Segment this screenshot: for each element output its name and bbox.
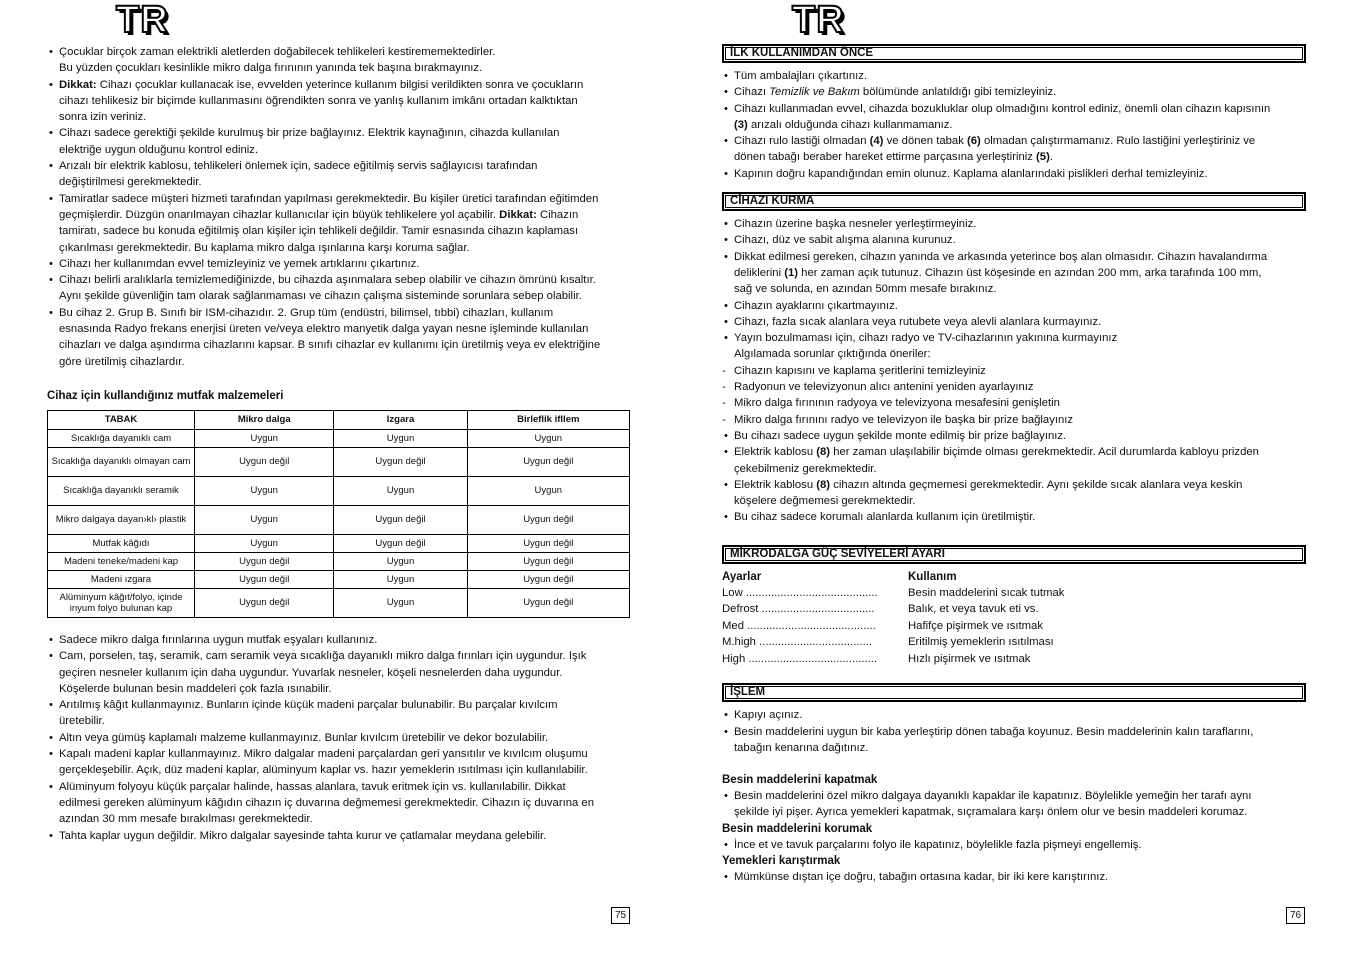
covering-food-title: Besin maddelerini kapatmak xyxy=(722,774,878,787)
protecting-food-title: Besin maddelerini korumak xyxy=(722,822,873,835)
safety-item: • Çocuklar birçok zaman elektrikli aletlerden doğabilecek tehlikeleri kestirememektedirler. Bu yüzden çocukları kesinlikle mikro dalga fırınının yanında tek başına bırakmayınız. xyxy=(47,44,630,77)
table-row xyxy=(48,570,630,588)
power-level-row xyxy=(722,601,1306,618)
protecting-food-item: • İnce et ve tavuk parçalarını folyo ile kapatınız, böylelikle fazla pişmeyi engellemiş. xyxy=(722,837,1306,853)
installation-item: Algılamada sorunlar çıktığında öneriler: xyxy=(734,348,931,361)
suitability-cell: Uygun xyxy=(334,476,467,505)
safety-item: • Cihazı belirli aralıklarla temizlemediğinizde, bu cihazda aşınmalara sebep olabilir ve cihazın ömrünü kısaltır. Aynı şekilde güvenliğin tam olarak sağlanmaması ve cihazın çalışma sisteminde sorunlara sebep olabilir. xyxy=(47,272,630,305)
installation-item: • Cihazın ayaklarını çıkartmayınız. xyxy=(722,298,1306,314)
suitability-cell: Uygun xyxy=(334,570,467,588)
power-level-usage: Besin maddelerini sıcak tutmak xyxy=(908,586,1065,599)
stirring-food-item: • Mümkünse dıştan içe doğru, tabağın ortasına kadar, bir iki kere karıştırınız. xyxy=(722,869,1306,885)
power-level-name: High ......................................... xyxy=(722,652,878,665)
installation-item: • Cihazı, fazla sıcak alanlara veya rutubete veya alevli alanlara kurmayınız. xyxy=(722,314,1306,330)
cookware-tip-item: • Sadece mikro dalga fırınlarına uygun mutfak eşyaları kullanınız. xyxy=(47,632,630,648)
suitability-cell: Uygun değil xyxy=(195,552,334,570)
installation-item: • Bu cihaz sadece korumalı alanlarda kullanım için üretilmiştir. xyxy=(722,509,1306,525)
installation-item: • Elektrik kablosu (8) her zaman ulaşılabilir biçimde olması gerekmektedir. Acil durumlarda kabloyu prizden çekebilmeniz gerekmektedir. xyxy=(722,444,1306,477)
power-level-row xyxy=(722,651,1306,668)
col-header: Izgara xyxy=(334,410,467,429)
power-level-name: Med ......................................... xyxy=(722,619,876,632)
installation-item: • Bu cihazı sadece uygun şekilde monte edilmiş bir prize bağlayınız. xyxy=(722,428,1306,444)
language-heading: TR xyxy=(116,0,169,41)
suitability-cell: Uygun xyxy=(334,552,467,570)
suitability-cell: Uygun xyxy=(467,476,629,505)
before-use-item: • Cihazı kullanmadan evvel, cihazda bozukluklar olup olmadığını kontrol ediniz, önemli olan cihazın kapısının (3) arızalı olduğunda cihazı kullanmamanız. xyxy=(722,101,1306,134)
section-title-power-levels: MİKRODALGA GÜÇ SEVİYELERİ AYARI xyxy=(722,545,1306,564)
cookware-name-cell: Mutfak kâğıdı xyxy=(48,534,195,552)
installation-item: - Cihazın kapısını ve kaplama şeritlerini temizleyiniz xyxy=(722,363,1306,379)
suitability-cell: Uygun değil xyxy=(467,552,629,570)
table-row xyxy=(48,476,630,505)
safety-item: • Cihazı her kullanımdan evvel temizleyiniz ve yemek artıklarını çıkartınız. xyxy=(47,256,630,272)
page-number: 76 xyxy=(1286,907,1305,924)
suitability-cell: Uygun değil xyxy=(334,534,467,552)
before-use-item: • Cihazı rulo lastiği olmadan (4) ve dönen tabak (6) olmadan çalıştırmamanız. Rulo lastiğini yerleştiriniz ve dönen tabağı beraber hareket ettirme parçasına yerleştiriniz (5). xyxy=(722,133,1306,166)
power-level-row xyxy=(722,585,1306,602)
covering-food-item: • Besin maddelerini özel mikro dalgaya dayanıklı kapaklar ile kapatınız. Böylelikle yemeğin her tarafı aynı şekilde iyi pişer. Ayrıca yemekleri kapatmak, sıçramalara karşı önlem olur ve besin maddeleri korumaz. xyxy=(722,788,1306,821)
table-row xyxy=(48,588,630,617)
safety-item: • Arızalı bir elektrik kablosu, tehlikeleri önlemek için, sadece eğitilmiş servis sağlayıcısı tarafından değiştirilmesi gerekmektedir. xyxy=(47,158,630,191)
cookware-tip-item: • Alüminyum folyoyu küçük parçalar halinde, hassas alanlara, tavuk eritmek için vs. kullanılabilir. Dikkat edilmesi gereken alüminyum kâğıdın cihazın iç duvarına değmemesi gerekmektedir. Cihazın iç duvarına en azından 30 mm mesafe bırakılması gerekmektedir. xyxy=(47,779,630,828)
left-content xyxy=(47,44,630,844)
cookware-table-title: Cihaz için kullandığınız mutfak malzemeleri xyxy=(47,389,284,402)
section-title-installation: CİHAZI KURMA xyxy=(722,192,1306,211)
power-level-usage: Hafifçe pişirmek ve ısıtmak xyxy=(908,619,1043,632)
power-level-usage: Hızlı pişirmek ve ısıtmak xyxy=(908,652,1031,665)
suitability-cell: Uygun xyxy=(195,476,334,505)
cookware-tip-item: • Arıtılmış kâğıt kullanmayınız. Bunların içinde küçük madeni parçalar bulunabilir. Bu parçalar kıvılcım üretebilir. xyxy=(47,697,630,730)
suitability-cell: Uygun xyxy=(334,429,467,447)
suitability-cell: Uygun değil xyxy=(195,588,334,617)
cookware-name-cell: Madeni ızgara xyxy=(48,570,195,588)
power-level-name: Defrost .................................... xyxy=(722,603,875,616)
suitability-cell: Uygun değil xyxy=(195,447,334,476)
power-table-header xyxy=(722,569,1306,585)
operation-list xyxy=(722,707,1306,756)
right-content xyxy=(722,44,1306,885)
installation-item: • Cihazın üzerine başka nesneler yerleştirmeyiniz. xyxy=(722,216,1306,232)
suitability-cell: Uygun xyxy=(195,534,334,552)
suitability-cell: Uygun xyxy=(195,505,334,534)
power-level-row xyxy=(722,634,1306,651)
power-col-usage: Kullanım xyxy=(908,570,957,583)
col-header: TABAK xyxy=(48,410,195,429)
col-header: Mikro dalga xyxy=(195,410,334,429)
power-level-name: Low .......................................... xyxy=(722,586,878,599)
installation-item: • Elektrik kablosu (8) cihazın altında geçmemesi gerekmektedir. Aynı şekilde sıcak alanlara veya keskin köşelere değmemesi gerekmektedir. xyxy=(722,477,1306,510)
suitability-cell: Uygun xyxy=(334,588,467,617)
col-header: Birleflik ifllem xyxy=(467,410,629,429)
suitability-cell: Uygun değil xyxy=(467,505,629,534)
table-row xyxy=(48,429,630,447)
cookware-name-cell: Madeni teneke/madeni kap xyxy=(48,552,195,570)
power-level-name: M.high .................................... xyxy=(722,636,873,649)
table-row xyxy=(48,447,630,476)
suitability-cell: Uygun değil xyxy=(334,447,467,476)
table-header-row xyxy=(48,410,630,429)
before-use-item: • Kapının doğru kapandığından emin olunuz. Kaplama alanlarındaki pislikleri derhal temizleyiniz. xyxy=(722,166,1306,182)
installation-item: • Cihazı, düz ve sabit alışma alanına kurunuz. xyxy=(722,232,1306,248)
language-heading: TR xyxy=(792,0,845,41)
installation-item: - Mikro dalga fırınının radyoya ve televizyona mesafesini genişletin xyxy=(722,395,1306,411)
safety-item: • Dikkat: Cihazı çocuklar kullanacak ise, evvelden yeterince kullanım bilgisi verildikten sonra ve çocukların cihazı tehlikesiz bir biçimde kullanmasını öğrendikten sonra ve yanlış kullanım imkânı ortadan kalktıktan sonra izin veriniz. xyxy=(47,77,630,126)
safety-item: • Bu cihaz 2. Grup B. Sınıfı bir ISM-cihazıdır. 2. Grup tüm (endüstri, bilimsel, tıbbi) cihazları, kullanım esnasında Radyo frekans enerjisi üreten ve/veya elektro manyetik dalga yayan nesne işleminde kullanılan cihazları ve dalga aşındırma cihazlarını kapsar. B sınıfı cihazlar ev kullanımı için üretilmiş veya ev elektriğine göre üretilmiş cihazlardır. xyxy=(47,305,630,370)
cookware-name-cell: Mikro dalgaya dayan›kl› plastik xyxy=(48,505,195,534)
installation-item: • Dikkat edilmesi gereken, cihazın yanında ve arkasında yeterince boş alan olmasıdır. Cihazın havalandırma deliklerini (1) her zaman açık tutunuz. Cihazın üst köşesinde en azından 200 mm, arka tarafında 100 mm, sağ ve solunda, en azından 50mm mesafe bırakınız. xyxy=(722,249,1306,298)
suitability-cell: Uygun değil xyxy=(467,570,629,588)
installation-list xyxy=(722,216,1306,526)
cookware-name-cell: Sıcaklığa dayanıklı seramik xyxy=(48,476,195,505)
cookware-table xyxy=(47,410,630,618)
suitability-cell: Uygun değil xyxy=(195,570,334,588)
section-title-operation: İŞLEM xyxy=(722,683,1306,702)
power-level-usage: Eritilmiş yemeklerin ısıtılması xyxy=(908,636,1054,649)
power-col-settings: Ayarlar xyxy=(722,570,762,583)
safety-item: • Tamiratlar sadece müşteri hizmeti tarafından yapılması gerekmektedir. Bu kişiler üretici tarafından eğitimden geçmişlerdir. Düzgün onarılmayan cihazlar kullanıcılar için büyük tehlikelere yol açabilir. Dikkat: Cihazın tamiratı, sadece bu konuda eğitilmiş olan kişiler için tehlikeli değildir. Tamir esnasında cihazın kaplaması çıkarılması gerekmektedir. Bu kaplama mikro dalga ışınlarına karşı koruma sağlar. xyxy=(47,191,630,256)
right-page xyxy=(676,0,1351,954)
cookware-tip-item: • Tahta kaplar uygun değildir. Mikro dalgalar sayesinde tahta kurur ve çatlamalar meydana gelebilir. xyxy=(47,828,630,844)
power-table xyxy=(722,585,1306,668)
suitability-cell: Uygun değil xyxy=(467,588,629,617)
cookware-name-cell: Sıcaklığa dayanıklı cam xyxy=(48,429,195,447)
safety-item: • Cihazı sadece gerektiği şekilde kurulmuş bir prize bağlayınız. Elektrik kaynağının, cihazda kullanılan elektriğe uygun olduğunu kontrol ediniz. xyxy=(47,125,630,158)
table-row xyxy=(48,534,630,552)
operation-item: • Besin maddelerini uygun bir kaba yerleştirip dönen tabağa koyunuz. Besin maddelerinin kalın taraflarını, tabağın kenarına dağıtınız. xyxy=(722,724,1306,757)
before-use-item: • Tüm ambalajları çıkartınız. xyxy=(722,68,1306,84)
cookware-tip-item: • Kapalı madeni kaplar kullanmayınız. Mikro dalgalar madeni parçalardan geri yansıtılır ve kıvılcım oluşumu gerçekleşebilir. Açık, düz madeni kaplar, alüminyum kaplar vs. hazır yemeklerin ısıtılması için kullanılabilir. xyxy=(47,746,630,779)
suitability-cell: Uygun değil xyxy=(334,505,467,534)
cookware-name-cell: Sıcaklığa dayanıklı olmayan cam xyxy=(48,447,195,476)
power-level-row xyxy=(722,618,1306,635)
section-title-before-first-use: İLK KULLANIMDAN ÖNCE xyxy=(722,44,1306,63)
suitability-cell: Uygun xyxy=(467,429,629,447)
page-number: 75 xyxy=(611,907,630,924)
before-first-use-list xyxy=(722,68,1306,182)
cookware-tip-item: • Altın veya gümüş kaplamalı malzeme kullanmayınız. Bunlar kıvılcım üretebilir ve dekor bozulabilir. xyxy=(47,730,630,746)
installation-item: • Yayın bozulmaması için, cihazı radyo ve TV-cihazlarının yakınına kurmayınız xyxy=(722,330,1306,346)
cookware-tip-item: • Cam, porselen, taş, seramik, cam seramik veya sıcaklığa dayanıklı mikro dalga fırınları için uygundur. Işık geçiren nesneler kullanım için daha uygundur. Yuvarlak nesneler, köşeli nesnelerden daha uygundur. Köşelerde bulunan besin maddeleri çok fazla ısınabilir. xyxy=(47,648,630,697)
installation-item: - Radyonun ve televizyonun alıcı antenini yeniden ayarlayınız xyxy=(722,379,1306,395)
operation-item: • Kapıyı açınız. xyxy=(722,707,1306,723)
suitability-cell: Uygun değil xyxy=(467,534,629,552)
suitability-cell: Uygun değil xyxy=(467,447,629,476)
cookware-tips-list xyxy=(47,632,630,844)
stirring-food-title: Yemekleri karıştırmak xyxy=(722,855,841,867)
safety-list xyxy=(47,44,630,370)
table-row xyxy=(48,552,630,570)
suitability-cell: Uygun xyxy=(195,429,334,447)
table-row xyxy=(48,505,630,534)
before-use-item: • Cihazı Temizlik ve Bakım bölümünde anlatıldığı gibi temizleyiniz. xyxy=(722,84,1306,100)
power-level-usage: Balık, et veya tavuk eti vs. xyxy=(908,603,1039,616)
installation-item: - Mikro dalga fırınını radyo ve televizyon ile başka bir prize bağlayınız xyxy=(722,412,1306,428)
cookware-name-cell: Alüminyum kâğıt/folyo, içinde inyum folyo bulunan kap xyxy=(48,588,195,617)
